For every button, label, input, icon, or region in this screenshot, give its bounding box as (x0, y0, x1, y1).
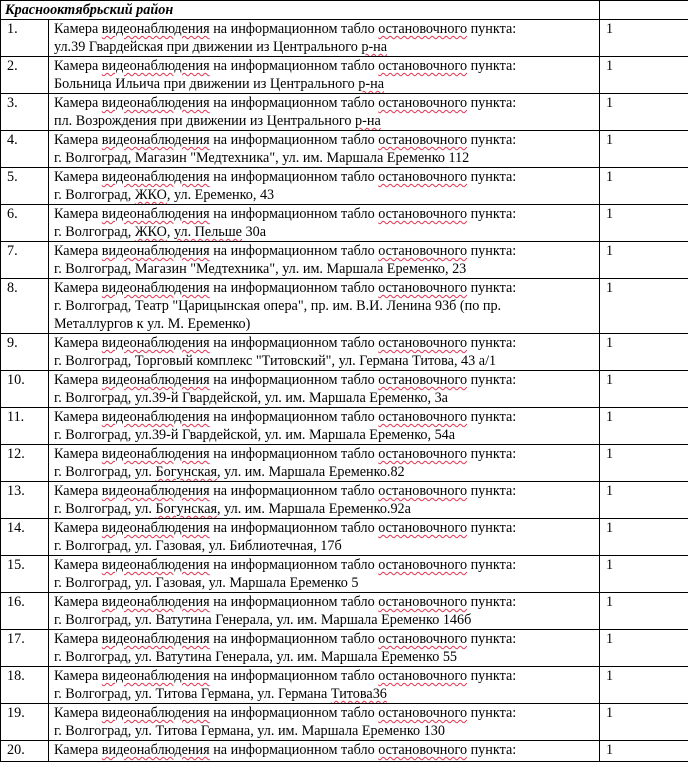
description-line (54, 75, 594, 93)
row-number: 20. (1, 741, 49, 762)
spellcheck-word: видеонаблюдения (101, 742, 210, 758)
row-number: 16. (1, 593, 49, 630)
spellcheck-word: ул. Пельше (174, 224, 242, 240)
row-number: 6. (1, 205, 49, 242)
spellcheck-word: видеонаблюдения (101, 631, 210, 647)
row-quantity: 1 (600, 279, 688, 334)
row-description (49, 242, 600, 279)
text-segment: г. Волгоград, ул.39-й Гвардейской, ул. им. Маршала Еременко, 3а (54, 390, 448, 406)
text-segment: на информационном табло (209, 742, 379, 758)
text-segment: Камера (54, 206, 102, 222)
table-row (1, 593, 688, 630)
text-segment: Камера (54, 169, 102, 185)
text-segment: Камера (54, 132, 102, 148)
spellcheck-word: видеонаблюдения (101, 280, 210, 296)
description-line (54, 482, 594, 500)
description-line (54, 315, 594, 333)
text-segment: 30а (241, 224, 267, 240)
row-number: 1. (1, 20, 49, 57)
text-segment: на информационном табло (209, 95, 379, 111)
text-segment: пункта: (467, 742, 517, 758)
text-segment: г. Волгоград, ул.39-й Гвардейской, ул. им. Маршала Еременко, 54а (54, 427, 456, 443)
description-line (54, 205, 594, 223)
table-row (1, 94, 688, 131)
row-description (49, 94, 600, 131)
description-line (54, 371, 594, 389)
row-quantity: 1 (600, 408, 688, 445)
row-quantity: 1 (600, 371, 688, 408)
row-number: 7. (1, 242, 49, 279)
spellcheck-word: видеонаблюдения (101, 58, 210, 74)
row-description (49, 131, 600, 168)
text-segment: пункта: (467, 206, 517, 222)
row-description (49, 205, 600, 242)
spellcheck-word: видеонаблюдения (101, 21, 210, 37)
text-segment: Камера (54, 668, 102, 684)
text-segment: на информационном табло (209, 58, 379, 74)
text-segment: г. Волгоград, ул. Ватутина Генерала, ул. им. Маршала Еременко 55 (54, 649, 458, 665)
text-segment: на информационном табло (209, 206, 379, 222)
description-line (54, 537, 594, 555)
description-line (54, 352, 594, 370)
description-line (54, 242, 594, 260)
text-segment: пункта: (467, 705, 517, 721)
spellcheck-word: остановочного (378, 409, 468, 425)
text-segment: Камера (54, 594, 102, 610)
spellcheck-word: видеонаблюдения (101, 483, 210, 499)
text-segment: на информационном табло (209, 668, 379, 684)
spellcheck-word: остановочного (378, 705, 468, 721)
description-line (54, 463, 594, 481)
spellcheck-word: видеонаблюдения (101, 557, 210, 573)
text-segment: г. Волгоград, Магазин "Медтехника", ул. им. Маршала Еременко, 23 (54, 261, 467, 277)
row-description (49, 593, 600, 630)
spellcheck-word: остановочного (378, 335, 468, 351)
spellcheck-word: остановочного (378, 243, 468, 259)
description-line (54, 574, 594, 592)
text-segment: , ул. им. Маршала Еременко.82 (217, 464, 405, 480)
spellcheck-word: видеонаблюдения (101, 594, 210, 610)
description-line (54, 611, 594, 629)
row-number: 18. (1, 667, 49, 704)
text-segment: пункта: (467, 520, 517, 536)
row-quantity: 1 (600, 630, 688, 667)
description-line (54, 685, 594, 703)
text-segment: пункта: (467, 335, 517, 351)
text-segment: Камера (54, 742, 102, 758)
description-line (54, 741, 594, 759)
row-quantity: 1 (600, 205, 688, 242)
text-segment: Камера (54, 483, 102, 499)
spellcheck-word: остановочного (378, 631, 468, 647)
row-number: 2. (1, 57, 49, 94)
row-number: 12. (1, 445, 49, 482)
text-segment: пункта: (467, 631, 517, 647)
spellcheck-word: остановочного (378, 280, 468, 296)
text-segment: на информационном табло (209, 483, 379, 499)
table-row (1, 445, 688, 482)
row-description (49, 667, 600, 704)
text-segment: Камера (54, 280, 102, 296)
text-segment: пункта: (467, 132, 517, 148)
spellcheck-word: остановочного (378, 372, 468, 388)
spellcheck-word: видеонаблюдения (101, 132, 210, 148)
text-segment: пункта: (467, 243, 517, 259)
spellcheck-word: видеонаблюдения (101, 335, 210, 351)
text-segment: г. Волгоград, ул. Титова Германа, ул. Германа (54, 686, 331, 702)
description-line (54, 426, 594, 444)
spellcheck-word: видеонаблюдения (101, 705, 210, 721)
spellcheck-word: остановочного (378, 446, 468, 462)
row-number: 14. (1, 519, 49, 556)
spellcheck-word: остановочного (378, 557, 468, 573)
description-line (54, 112, 594, 130)
spellcheck-word: видеонаблюдения (101, 668, 210, 684)
description-line (54, 556, 594, 574)
description-line (54, 445, 594, 463)
description-line (54, 519, 594, 537)
text-segment: на информационном табло (209, 372, 379, 388)
spellcheck-word: остановочного (378, 206, 468, 222)
table-row (1, 168, 688, 205)
description-line (54, 186, 594, 204)
row-description (49, 482, 600, 519)
row-quantity: 1 (600, 20, 688, 57)
text-segment: Металлургов к ул. М. Еременко) (54, 316, 251, 332)
spellcheck-word: Титова36 (330, 686, 387, 702)
text-segment: Камера (54, 21, 102, 37)
description-line (54, 223, 594, 241)
description-line (54, 630, 594, 648)
description-line (54, 57, 594, 75)
row-quantity: 1 (600, 57, 688, 94)
text-segment: Камера (54, 58, 102, 74)
spellcheck-word: остановочного (378, 483, 468, 499)
text-segment: на информационном табло (209, 446, 379, 462)
spellcheck-word: Богунская (155, 464, 218, 480)
table-row (1, 704, 688, 741)
spellcheck-word: р-на (358, 76, 384, 92)
text-segment: , ул. Еременко, 43 (166, 187, 275, 203)
row-number: 19. (1, 704, 49, 741)
text-segment: Камера (54, 446, 102, 462)
description-line (54, 131, 594, 149)
spellcheck-word: остановочного (378, 58, 468, 74)
text-segment: г. Волгоград, Магазин "Медтехника", ул. им. Маршала Еременко 112 (54, 150, 470, 166)
spellcheck-word: р-на (355, 113, 381, 129)
description-line (54, 38, 594, 56)
description-line (54, 648, 594, 666)
description-line (54, 168, 594, 186)
spellcheck-word: видеонаблюдения (101, 206, 210, 222)
spellcheck-word: Богунская (155, 501, 218, 517)
text-segment: ул.39 Гвардейская при движении из Центрального (54, 39, 362, 55)
text-segment: на информационном табло (209, 557, 379, 573)
text-segment: г. Волгоград, Театр "Царицынская опера", пр. им. В.И. Ленина 93б (по пр. (54, 298, 502, 314)
text-segment: Камера (54, 631, 102, 647)
spellcheck-word: остановочного (378, 668, 468, 684)
text-segment: пункта: (467, 409, 517, 425)
table-body (1, 1, 688, 762)
row-quantity: 1 (600, 593, 688, 630)
row-description (49, 334, 600, 371)
spellcheck-word: остановочного (378, 169, 468, 185)
text-segment: на информационном табло (209, 132, 379, 148)
text-segment: , (166, 224, 175, 240)
row-quantity: 1 (600, 704, 688, 741)
row-description (49, 556, 600, 593)
row-description (49, 445, 600, 482)
table-row (1, 242, 688, 279)
text-segment: пункта: (467, 557, 517, 573)
text-segment: Камера (54, 557, 102, 573)
spellcheck-word: остановочного (378, 95, 468, 111)
district-qty-cell (600, 1, 688, 20)
table-row (1, 519, 688, 556)
spellcheck-word: р-на (361, 39, 388, 55)
description-line (54, 389, 594, 407)
text-segment: Больница Ильича при движении из Центрального (54, 76, 359, 92)
table-row (1, 334, 688, 371)
text-segment: Камера (54, 243, 102, 259)
spellcheck-word: остановочного (378, 742, 468, 758)
row-quantity: 1 (600, 445, 688, 482)
spellcheck-word: видеонаблюдения (101, 95, 210, 111)
description-line (54, 704, 594, 722)
row-quantity: 1 (600, 667, 688, 704)
text-segment: на информационном табло (209, 335, 379, 351)
text-segment: Камера (54, 372, 102, 388)
spellcheck-word: остановочного (378, 594, 468, 610)
text-segment: Камера (54, 335, 102, 351)
text-segment: г. Волгоград, ул. Ватутина Генерала, ул. им. Маршала Еременко 146б (54, 612, 472, 628)
description-line (54, 408, 594, 426)
description-line (54, 500, 594, 518)
table-row (1, 482, 688, 519)
description-line (54, 94, 594, 112)
text-segment: г. Волгоград, ул. Титова Германа, ул. им. Маршала Еременко 130 (54, 723, 445, 739)
row-number: 8. (1, 279, 49, 334)
table-row (1, 131, 688, 168)
district-row (1, 1, 688, 20)
row-quantity: 1 (600, 94, 688, 131)
text-segment: на информационном табло (209, 21, 379, 37)
text-segment: г. Волгоград, ул. Газовая, ул. Маршала Еременко 5 (54, 575, 359, 591)
table-row (1, 20, 688, 57)
spellcheck-word: остановочного (378, 132, 468, 148)
row-number: 15. (1, 556, 49, 593)
text-segment: г. Волгоград, (54, 224, 135, 240)
row-description (49, 630, 600, 667)
row-number: 11. (1, 408, 49, 445)
text-segment: пункта: (467, 169, 517, 185)
text-segment: на информационном табло (209, 520, 379, 536)
description-line (54, 334, 594, 352)
description-line (54, 149, 594, 167)
description-line (54, 593, 594, 611)
text-segment: пункта: (467, 446, 517, 462)
table-row (1, 667, 688, 704)
row-quantity: 1 (600, 131, 688, 168)
row-description (49, 57, 600, 94)
row-number: 13. (1, 482, 49, 519)
row-quantity: 1 (600, 482, 688, 519)
row-number: 10. (1, 371, 49, 408)
row-number: 3. (1, 94, 49, 131)
table-row (1, 741, 688, 762)
text-segment: пункта: (467, 58, 517, 74)
row-quantity: 1 (600, 556, 688, 593)
spellcheck-word: видеонаблюдения (101, 409, 210, 425)
row-number: 9. (1, 334, 49, 371)
spellcheck-word: ЖКО (134, 224, 167, 240)
text-segment: на информационном табло (209, 280, 379, 296)
row-quantity: 1 (600, 519, 688, 556)
text-segment: на информационном табло (209, 169, 379, 185)
row-number: 5. (1, 168, 49, 205)
text-segment: г. Волгоград, Торговый комплекс "Титовский", ул. Германа Титова, 43 а/1 (54, 353, 497, 369)
spellcheck-word: видеонаблюдения (101, 372, 210, 388)
text-segment: Камера (54, 520, 102, 536)
spellcheck-word: видеонаблюдения (101, 520, 210, 536)
description-line (54, 279, 594, 297)
table-row (1, 630, 688, 667)
table-row (1, 408, 688, 445)
spellcheck-word: видеонаблюдения (101, 446, 210, 462)
row-quantity: 1 (600, 741, 688, 762)
text-segment: на информационном табло (209, 705, 379, 721)
text-segment: пункта: (467, 280, 517, 296)
row-quantity: 1 (600, 168, 688, 205)
table-row (1, 205, 688, 242)
row-quantity: 1 (600, 334, 688, 371)
description-line (54, 260, 594, 278)
table-row (1, 556, 688, 593)
row-description (49, 371, 600, 408)
spellcheck-word: видеонаблюдения (101, 243, 210, 259)
row-description (49, 20, 600, 57)
row-quantity: 1 (600, 242, 688, 279)
text-segment: г. Волгоград, ул. Газовая, ул. Библиотечная, 17б (54, 538, 342, 554)
text-segment: Камера (54, 705, 102, 721)
text-segment: на информационном табло (209, 409, 379, 425)
row-description (49, 704, 600, 741)
description-line (54, 297, 594, 315)
row-description (49, 279, 600, 334)
text-segment: г. Волгоград, ул. (54, 501, 156, 517)
row-description (49, 408, 600, 445)
row-number: 17. (1, 630, 49, 667)
row-description (49, 741, 600, 762)
text-segment: на информационном табло (209, 631, 379, 647)
text-segment: Камера (54, 409, 102, 425)
text-segment: пункта: (467, 95, 517, 111)
table-row (1, 279, 688, 334)
text-segment: на информационном табло (209, 594, 379, 610)
spellcheck-word: видеонаблюдения (101, 169, 210, 185)
text-segment: г. Волгоград, ул. (54, 464, 156, 480)
text-segment: на информационном табло (209, 243, 379, 259)
text-segment: , ул. им. Маршала Еременко.92а (217, 501, 411, 517)
spellcheck-word: ЖКО (134, 187, 167, 203)
spellcheck-word: остановочного (378, 520, 468, 536)
text-segment: пункта: (467, 668, 517, 684)
table-row (1, 57, 688, 94)
spellcheck-word: остановочного (378, 21, 468, 37)
table-row (1, 371, 688, 408)
text-segment: пункта: (467, 483, 517, 499)
text-segment: пункта: (467, 21, 517, 37)
description-line (54, 20, 594, 38)
text-segment: пл. Возрождения при движении из Центрального (54, 113, 356, 129)
row-number: 4. (1, 131, 49, 168)
text-segment: пункта: (467, 594, 517, 610)
text-segment: пункта: (467, 372, 517, 388)
text-segment: г. Волгоград, (54, 187, 135, 203)
description-line (54, 667, 594, 685)
text-segment: Камера (54, 95, 102, 111)
row-description (49, 168, 600, 205)
district-title: Краснооктябрьский район (1, 1, 600, 20)
row-description (49, 519, 600, 556)
description-line (54, 722, 594, 740)
